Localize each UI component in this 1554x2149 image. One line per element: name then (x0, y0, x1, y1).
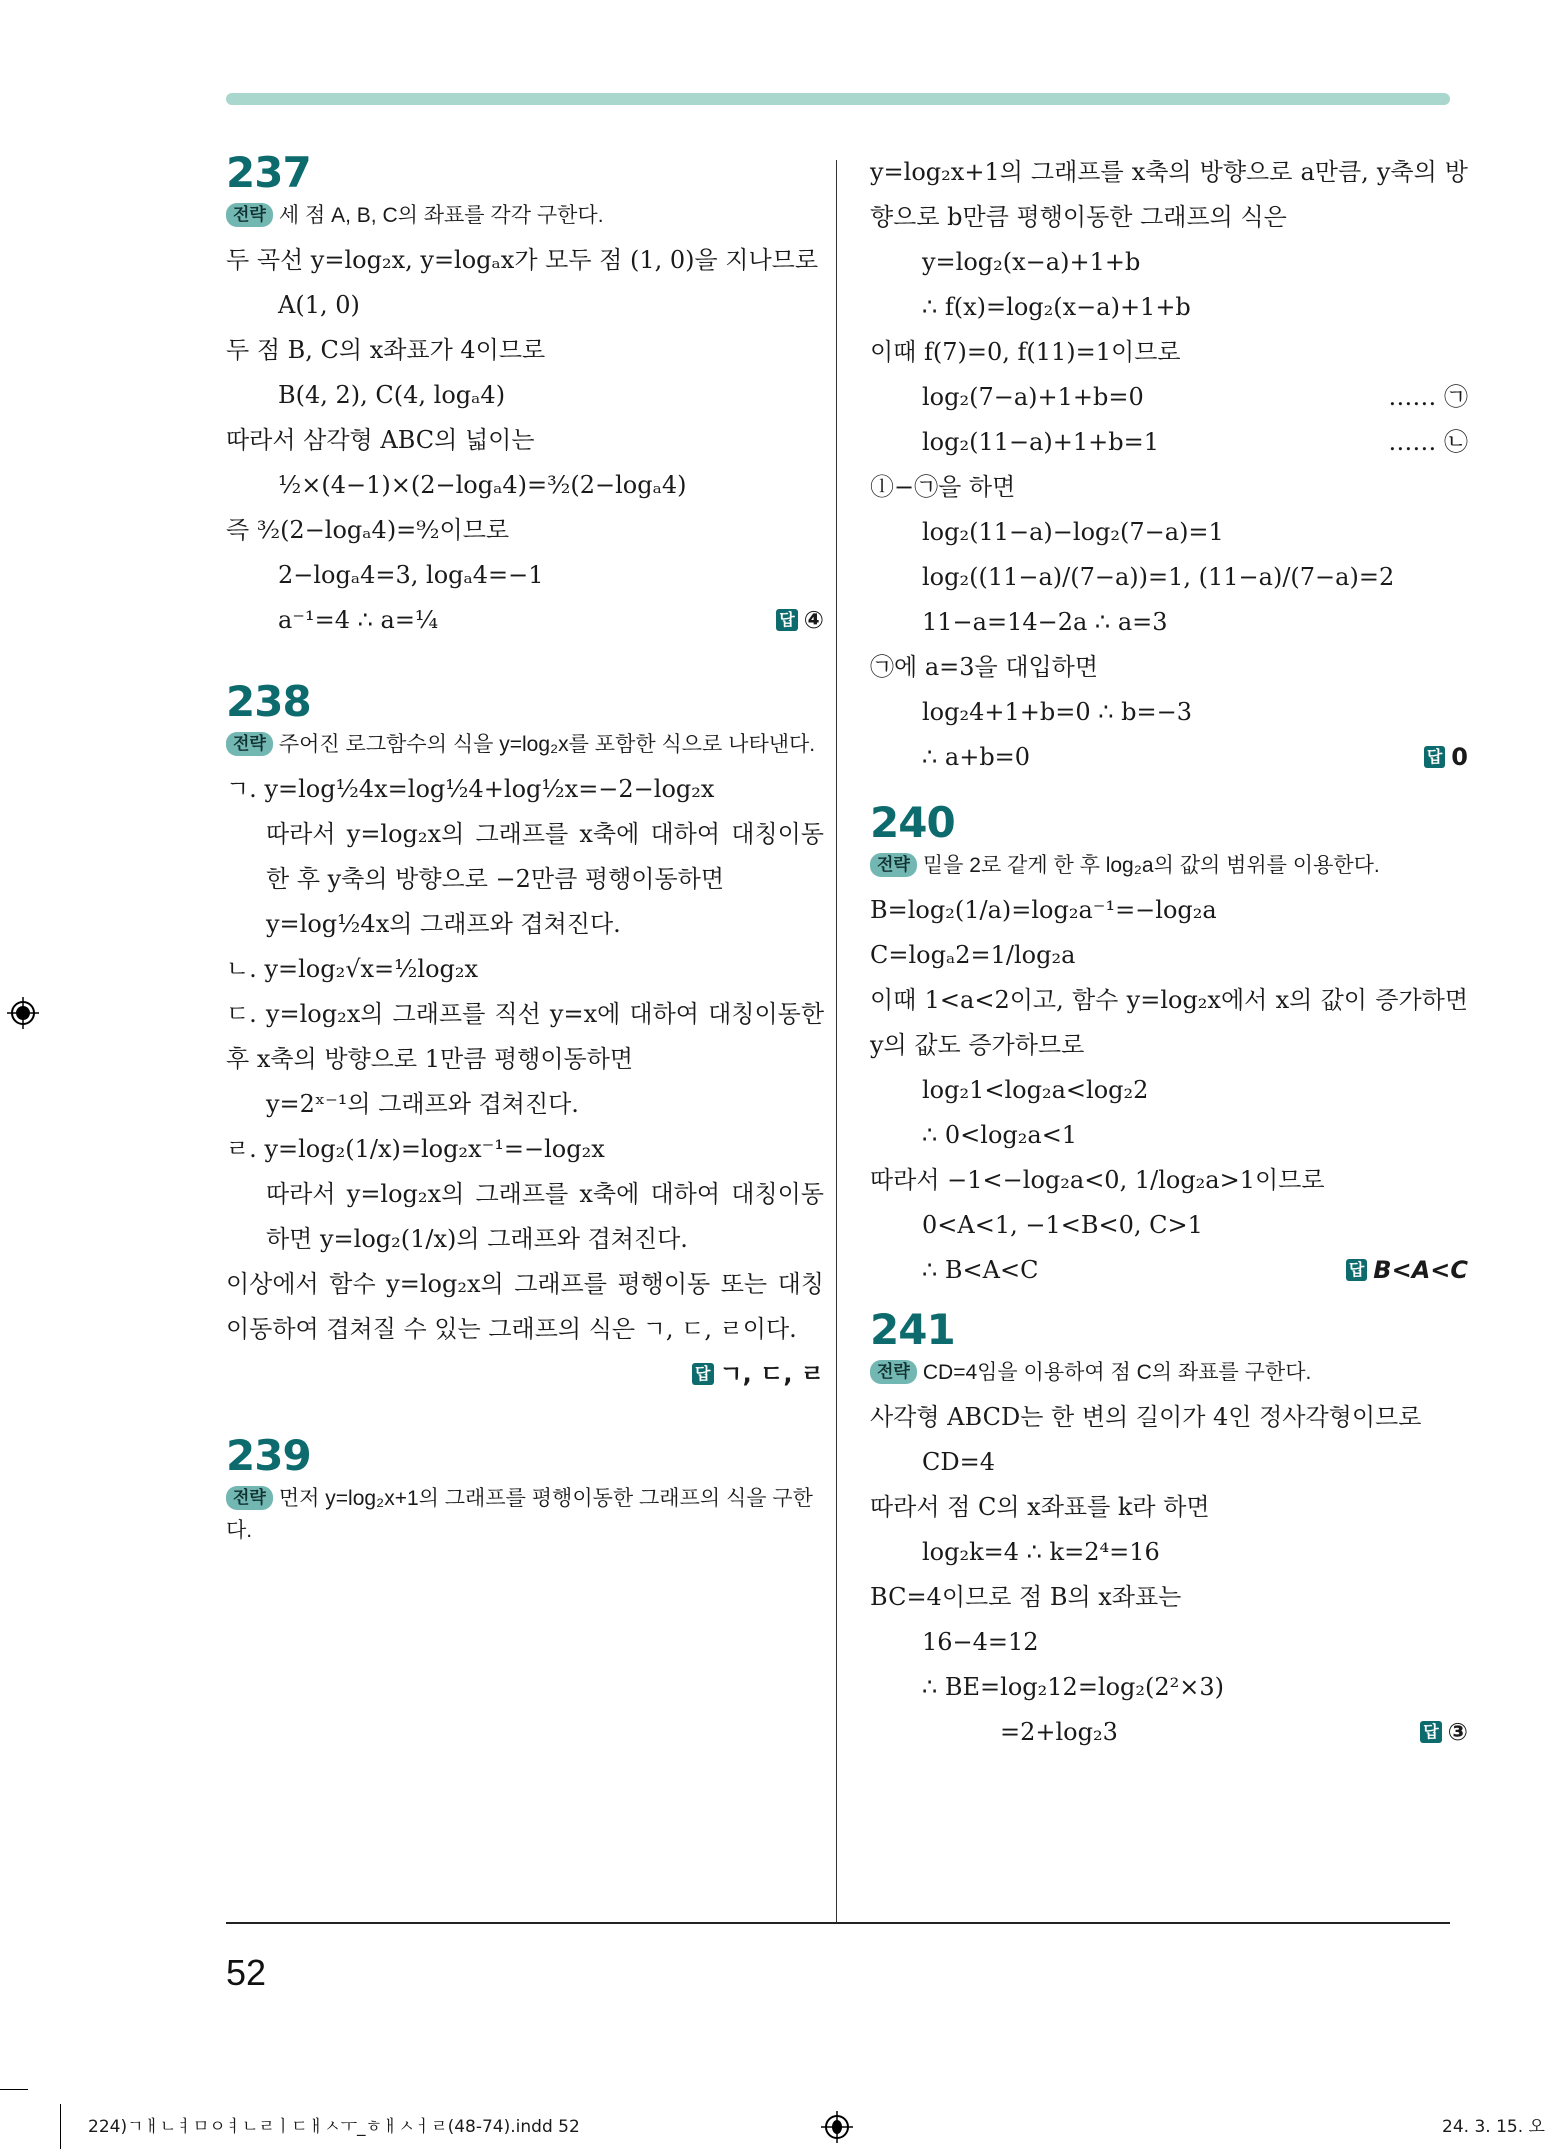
solution-241 (870, 1307, 1468, 1755)
answer-badge: 답 (1420, 1721, 1441, 1743)
text-line: ㉠에 a=3을 대입하면 (870, 653, 1099, 681)
math-line: log₂1<log₂a<log₂2 (922, 1076, 1149, 1104)
math-line: ∴ 0<log₂a<1 (922, 1121, 1078, 1149)
strategy-badge: 전략 (870, 853, 917, 877)
text-line: 따라서 점 C의 x좌표를 k라 하면 (870, 1493, 1210, 1521)
footer-date: 24. 3. 15. 오 (1442, 2117, 1545, 2137)
text-line: ⓛ−㉠을 하면 (870, 473, 1016, 501)
strategy-text: 주어진 로그함수의 식을 y=log₂x를 포함한 식으로 나타낸다. (278, 733, 816, 756)
solution-239-body (870, 150, 1468, 780)
math-line: log₂(11−a)+1+b=1 (922, 428, 1160, 456)
text-line: 이때 f(7)=0, f(11)=1이므로 (870, 338, 1181, 366)
solution-239-header (226, 1433, 824, 1547)
strategy-line (226, 200, 824, 232)
text-line: 따라서 삼각형 ABC의 넓이는 (226, 426, 535, 454)
equation-marker: …… ㉠ (1388, 383, 1468, 411)
solution-238 (226, 679, 824, 1397)
text-line: 따라서 y=log₂x의 그래프를 x축에 대하여 대칭이동하면 y=log₂(1/x)의 그래프와 겹쳐진다. (266, 1180, 824, 1253)
math-line: B(4, 2), C(4, logₐ4) (278, 381, 506, 409)
text-line: 이상에서 함수 y=log₂x의 그래프를 평행이동 또는 대칭이동하여 겹쳐질 수 있는 그래프의 식은 ㄱ, ㄷ, ㄹ이다. (226, 1270, 824, 1343)
solution-240 (870, 800, 1468, 1293)
problem-number: 238 (226, 677, 311, 726)
problem-number: 241 (870, 1305, 955, 1354)
text-line: 따라서 y=log₂x의 그래프를 x축에 대하여 대칭이동한 후 y축의 방향으로 −2만큼 평행이동하면 (266, 820, 824, 893)
answer-value: ③ (1447, 1718, 1468, 1746)
answer-line (1420, 1710, 1468, 1755)
text-line: 두 점 B, C의 x좌표가 4이므로 (226, 336, 546, 364)
math-line: log₂4+1+b=0 ∴ b=−3 (922, 698, 1192, 726)
footer-divider (226, 1922, 1450, 1924)
math-line: CD=4 (922, 1448, 995, 1476)
registration-mark-icon (820, 2110, 854, 2144)
text-line: y=2ˣ⁻¹의 그래프와 겹쳐진다. (266, 1090, 579, 1118)
right-column (870, 150, 1468, 1755)
strategy-badge: 전략 (870, 1360, 917, 1384)
solution-237 (226, 150, 824, 643)
answer-value: ④ (803, 606, 824, 634)
math-line: log₂(7−a)+1+b=0 (922, 383, 1144, 411)
answer-value: B<A<C (1373, 1256, 1468, 1284)
strategy-text: 밑을 2로 같게 한 후 log₂a의 값의 범위를 이용한다. (922, 854, 1380, 877)
problem-number: 239 (226, 1431, 311, 1480)
answer-badge: 답 (1424, 746, 1445, 768)
answer-line (1346, 1248, 1468, 1293)
math-line: ∴ B<A<C (922, 1256, 1039, 1284)
problem-number: 240 (870, 798, 955, 847)
math-line: y=log₂(x−a)+1+b (922, 248, 1141, 276)
text-line: 따라서 −1<−log₂a<0, 1/log₂a>1이므로 (870, 1166, 1325, 1194)
math-line: A(1, 0) (278, 291, 360, 319)
strategy-badge: 전략 (226, 1486, 273, 1510)
math-line: ∴ f(x)=log₂(x−a)+1+b (922, 293, 1191, 321)
answer-line (776, 598, 824, 643)
strategy-line (226, 1483, 824, 1547)
math-line: ㄱ. y=log½4x=log½4+log½x=−2−log₂x (226, 775, 715, 803)
strategy-text: CD=4임을 이용하여 점 C의 좌표를 구한다. (922, 1361, 1312, 1384)
math-line: ½×(4−1)×(2−logₐ4)=³⁄₂(2−logₐ4) (278, 471, 687, 499)
math-line: log₂(11−a)−log₂(7−a)=1 (922, 518, 1224, 546)
strategy-text: 먼저 y=log₂x+1의 그래프를 평행이동한 그래프의 식을 구한다. (226, 1487, 813, 1542)
math-line: ∴ BE=log₂12=log₂(2²×3) (922, 1673, 1225, 1701)
strategy-badge: 전략 (226, 203, 273, 227)
strategy-text: 세 점 A, B, C의 좌표를 각각 구한다. (278, 204, 604, 227)
answer-badge: 답 (1346, 1259, 1367, 1281)
math-line: ㄴ. y=log₂√x=½log₂x (226, 955, 479, 983)
header-decoration-bar (226, 93, 1450, 105)
answer-badge: 답 (776, 609, 797, 631)
text-line: ㄷ. y=log₂x의 그래프를 직선 y=x에 대하여 대칭이동한 후 x축의 방향으로 1만큼 평행이동하면 (226, 1000, 824, 1073)
column-divider (836, 160, 837, 1922)
math-line: log₂((11−a)/(7−a))=1, (11−a)/(7−a)=2 (922, 563, 1395, 591)
math-line: 0<A<1, −1<B<0, C>1 (922, 1211, 1203, 1239)
answer-value: ㄱ, ㄷ, ㄹ (719, 1360, 824, 1388)
text-line: 이때 1<a<2이고, 함수 y=log₂x에서 x의 값이 증가하면 y의 값도 증가하므로 (870, 986, 1468, 1059)
problem-number: 237 (226, 148, 311, 197)
math-line: ㄹ. y=log₂(1/x)=log₂x⁻¹=−log₂x (226, 1135, 605, 1163)
answer-line (1424, 735, 1468, 780)
math-line: a⁻¹=4 ∴ a=¼ (278, 606, 439, 634)
text-line: 사각형 ABCD는 한 변의 길이가 4인 정사각형이므로 (870, 1403, 1422, 1431)
text-line: y=log₂x+1의 그래프를 x축의 방향으로 a만큼, y축의 방향으로 b만큼 평행이동한 그래프의 식은 (870, 158, 1468, 231)
registration-mark-icon (6, 996, 40, 1030)
strategy-line (226, 729, 824, 761)
footer-filename: 224)ㄱㅐㄴㅕㅁㅇㅕㄴㄹㅣㄷㅐㅅㅜ_ㅎㅐㅅㅓㄹ(48-74).indd 52 (88, 2117, 580, 2137)
math-line: ∴ a+b=0 (922, 743, 1031, 771)
math-line: 2−logₐ4=3, logₐ4=−1 (278, 561, 544, 589)
strategy-line (870, 850, 1468, 882)
answer-badge: 답 (692, 1363, 713, 1385)
text-line: 두 곡선 y=log₂x, y=logₐx가 모두 점 (1, 0)을 지나므로 (226, 246, 819, 274)
math-line: C=logₐ2=1/log₂a (870, 941, 1076, 969)
strategy-badge: 전략 (226, 732, 273, 756)
equation-marker: …… ㉡ (1388, 428, 1468, 456)
crop-mark (60, 2104, 61, 2149)
math-line: log₂k=4 ∴ k=2⁴=16 (922, 1538, 1160, 1566)
answer-line (226, 1352, 824, 1397)
strategy-line (870, 1357, 1468, 1389)
page-number: 52 (226, 1952, 267, 1993)
math-line: B=log₂(1/a)=log₂a⁻¹=−log₂a (870, 896, 1217, 924)
text-line: 즉 ³⁄₂(2−logₐ4)=⁹⁄₂이므로 (226, 516, 510, 544)
math-line: 11−a=14−2a ∴ a=3 (922, 608, 1168, 636)
answer-value: 0 (1451, 743, 1468, 771)
crop-mark (0, 2089, 28, 2090)
left-column (226, 150, 824, 1553)
math-line: =2+log₂3 (1000, 1718, 1118, 1746)
text-line: y=log½4x의 그래프와 겹쳐진다. (266, 910, 621, 938)
math-line: 16−4=12 (922, 1628, 1039, 1656)
text-line: BC=4이므로 점 B의 x좌표는 (870, 1583, 1182, 1611)
